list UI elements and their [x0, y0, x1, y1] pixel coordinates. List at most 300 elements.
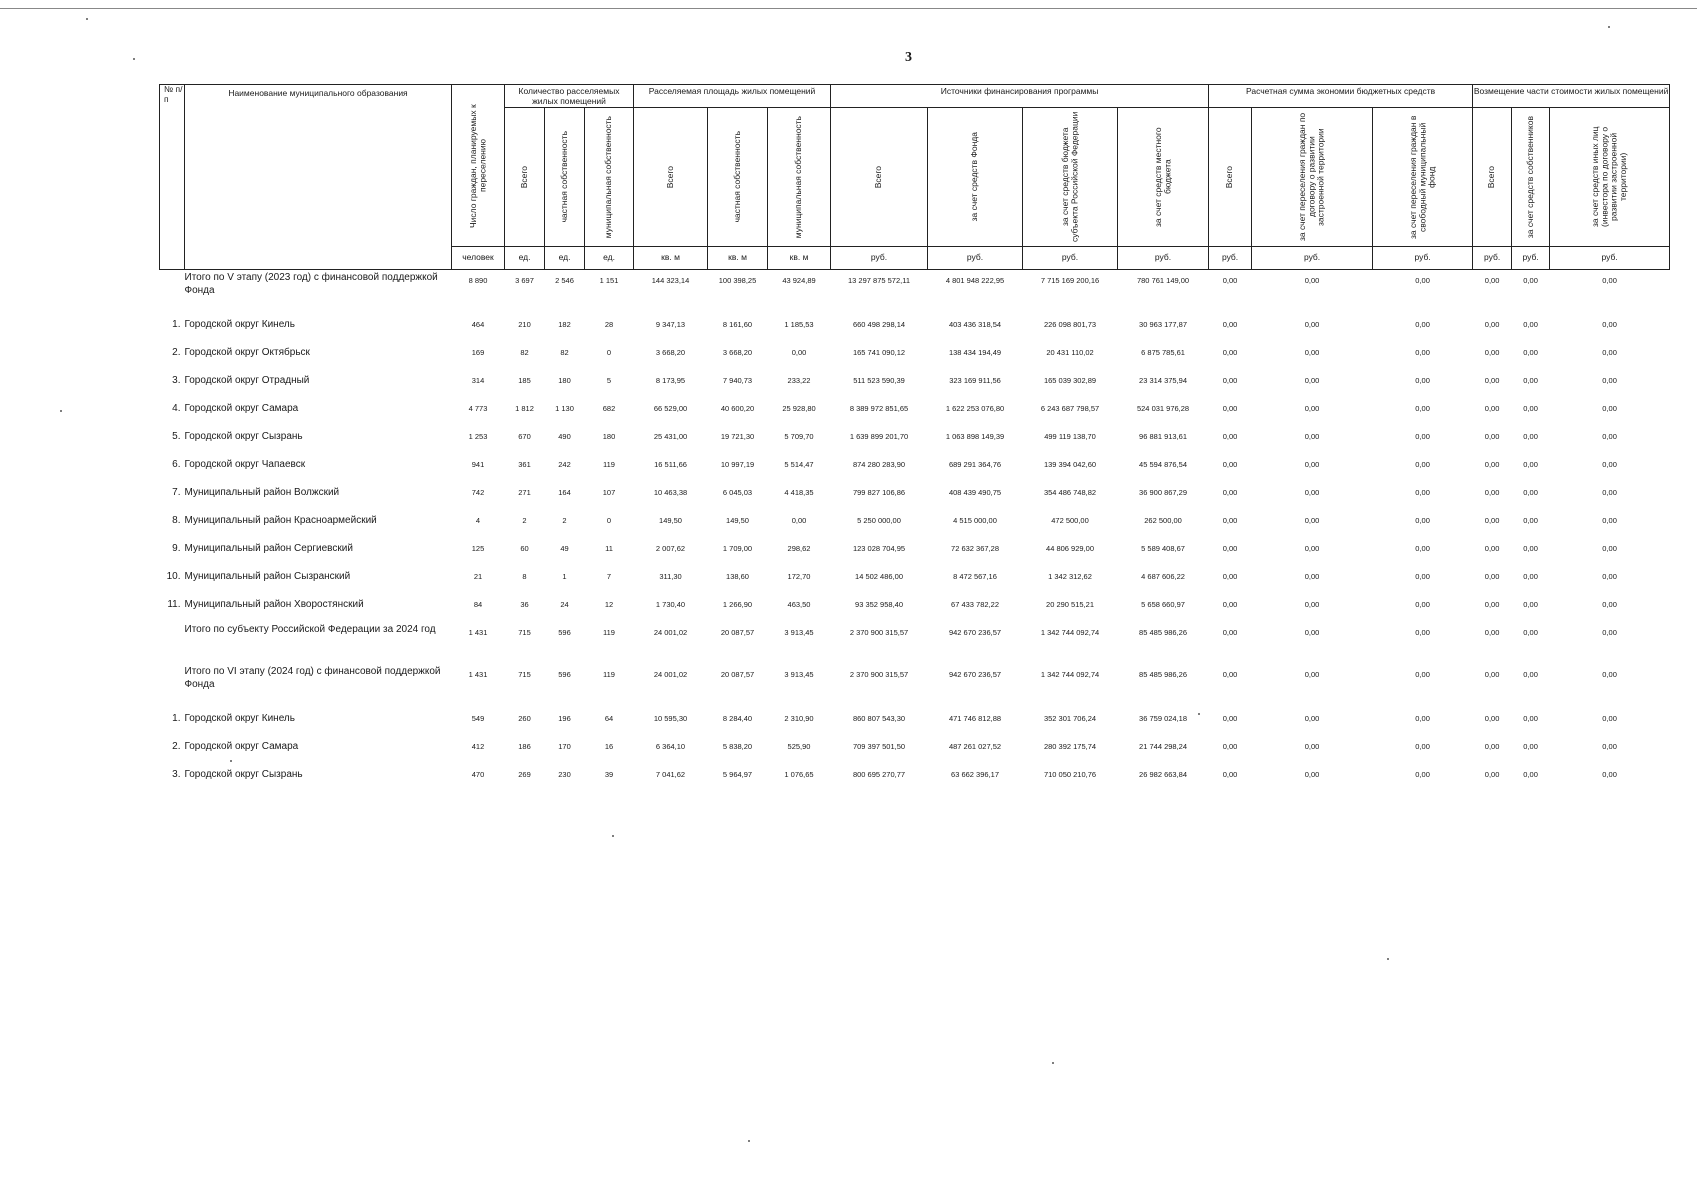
value-cell: 0,00	[1415, 516, 1430, 525]
value-cell: 1 076,65	[784, 770, 814, 779]
table-row	[160, 538, 1670, 566]
municipality-name: Городской округ Сызрань	[184, 769, 303, 780]
value-cell: 20 290 515,21	[1046, 600, 1094, 609]
unit-people: человек	[452, 247, 505, 270]
value-cell: 7	[606, 572, 612, 581]
header-funding-group: Источники финансирования программы	[831, 85, 1209, 108]
value-cell: 0,00	[1602, 276, 1617, 285]
value-cell: 36 759 024,18	[1139, 714, 1188, 723]
value-cell: 36	[520, 600, 529, 609]
value-cell: 1 639 899 201,70	[849, 432, 909, 441]
value-cell: 7 940,73	[722, 376, 753, 385]
value-cell: 12	[604, 600, 614, 609]
value-cell: 0,00	[1304, 376, 1320, 385]
value-cell: 1 431	[468, 628, 488, 637]
scan-speck	[1198, 713, 1200, 715]
value-cell: 0,00	[1222, 488, 1238, 497]
header-area-total: Всего	[634, 108, 708, 247]
value-cell: 0,00	[1304, 320, 1320, 329]
value-cell: 0,00	[1523, 714, 1538, 723]
unit-count: ед.	[545, 247, 585, 270]
total-row	[160, 622, 1670, 650]
row-number: 5.	[172, 431, 181, 442]
value-cell: 4 773	[468, 404, 488, 413]
value-cell: 0,00	[1484, 600, 1500, 609]
municipality-name: Итого по V этапу (2023 год) с финансовой поддержкой Фонда	[184, 272, 438, 296]
table-row	[160, 594, 1670, 622]
unit-rub: руб.	[831, 247, 928, 270]
value-cell: 464	[471, 320, 485, 329]
value-cell: 149,50	[726, 516, 749, 525]
value-cell: 800 695 270,77	[852, 770, 906, 779]
header-savings-free: за счет переселения граждан в свободный муниципальный фонд	[1373, 108, 1473, 247]
value-cell: 138 434 194,49	[948, 348, 1002, 357]
value-cell: 14 502 486,00	[855, 572, 903, 581]
value-cell: 26 982 663,84	[1139, 770, 1188, 779]
table-row	[160, 736, 1670, 764]
table-row	[160, 764, 1670, 792]
resettlement-table	[159, 84, 1670, 792]
value-cell: 0,00	[1602, 670, 1617, 679]
value-cell: 0,00	[1523, 544, 1538, 553]
value-cell: 0,00	[1484, 460, 1500, 469]
value-cell: 0,00	[1304, 544, 1320, 553]
municipality-name: Городской округ Чапаевск	[184, 459, 306, 470]
table-row	[160, 426, 1670, 454]
value-cell: 182	[558, 320, 571, 329]
value-cell: 5 514,47	[784, 460, 814, 469]
value-cell: 13 297 875 572,11	[848, 276, 911, 285]
value-cell: 93 352 958,40	[855, 600, 903, 609]
table-row	[160, 370, 1670, 398]
value-cell: 1 266,90	[722, 600, 753, 609]
value-cell: 39	[604, 770, 614, 779]
value-cell: 0,00	[1484, 276, 1500, 285]
value-cell: 0,00	[791, 348, 807, 357]
value-cell: 5 709,70	[784, 432, 814, 441]
value-cell: 0	[606, 516, 612, 525]
value-cell: 6 364,10	[655, 742, 686, 751]
value-cell: 799 827 106,86	[852, 488, 906, 497]
scan-speck	[133, 58, 135, 60]
value-cell: 0,00	[1523, 432, 1538, 441]
header-funding-fund: за счет средств Фонда	[928, 108, 1023, 247]
scan-speck	[612, 835, 614, 837]
value-cell: 96 881 913,61	[1139, 432, 1188, 441]
value-cell: 149,50	[659, 516, 682, 525]
value-cell: 0,00	[1415, 432, 1430, 441]
value-cell: 1 130	[555, 404, 574, 413]
value-cell: 280 392 175,74	[1043, 742, 1097, 751]
value-cell: 269	[518, 770, 531, 779]
row-number: 8.	[172, 515, 181, 526]
value-cell: 354 486 748,82	[1043, 488, 1097, 497]
value-cell: 780 761 149,00	[1136, 276, 1190, 285]
value-cell: 0,00	[1222, 516, 1238, 525]
value-cell: 9 347,13	[655, 320, 686, 329]
value-cell: 0,00	[1222, 460, 1238, 469]
value-cell: 40 600,20	[720, 404, 755, 413]
value-cell: 210	[518, 320, 531, 329]
value-cell: 0,00	[1602, 600, 1617, 609]
value-cell: 82	[560, 348, 569, 357]
row-number	[160, 270, 185, 315]
value-cell: 470	[471, 770, 485, 779]
value-cell: 0,00	[1484, 488, 1500, 497]
value-cell: 1 709,00	[722, 544, 753, 553]
value-cell: 311,30	[659, 572, 682, 581]
value-cell: 0,00	[1602, 770, 1617, 779]
header-savings-total: Всего	[1209, 108, 1252, 247]
value-cell: 2	[562, 516, 567, 525]
table-body	[160, 270, 1670, 793]
value-cell: 125	[471, 544, 485, 553]
header-name: Наименование муниципального образования	[185, 85, 452, 270]
value-cell: 0,00	[1415, 320, 1430, 329]
value-cell: 524 031 976,28	[1136, 404, 1190, 413]
value-cell: 0,00	[1523, 376, 1538, 385]
value-cell: 63 662 396,17	[951, 770, 999, 779]
top-scan-edge	[0, 8, 1697, 9]
row-number: 9.	[172, 543, 181, 554]
value-cell: 0,00	[1602, 432, 1617, 441]
value-cell: 4 418,35	[784, 488, 814, 497]
value-cell: 36 900 867,29	[1139, 488, 1188, 497]
value-cell: 8 890	[468, 276, 488, 285]
value-cell: 0,00	[1484, 670, 1500, 679]
row-number: 3.	[172, 769, 181, 780]
value-cell: 549	[471, 714, 485, 723]
value-cell: 0,00	[1602, 516, 1617, 525]
unit-rub: руб.	[928, 247, 1023, 270]
value-cell: 170	[558, 742, 571, 751]
value-cell: 2 370 900 315,57	[849, 628, 909, 637]
scan-speck	[1608, 26, 1610, 28]
value-cell: 660 498 298,14	[852, 320, 906, 329]
value-cell: 85 485 986,26	[1139, 670, 1188, 679]
value-cell: 119	[603, 460, 615, 469]
header-count-private: частная собственность	[545, 108, 585, 247]
value-cell: 0,00	[1523, 600, 1538, 609]
value-cell: 123 028 704,95	[852, 544, 906, 553]
value-cell: 0,00	[1304, 572, 1320, 581]
value-cell: 20 087,57	[720, 628, 755, 637]
value-cell: 0,00	[1415, 460, 1430, 469]
value-cell: 709 397 501,50	[852, 742, 906, 751]
row-number: 1.	[172, 713, 181, 724]
value-cell: 0,00	[1523, 516, 1538, 525]
value-cell: 180	[602, 432, 616, 441]
value-cell: 0,00	[1415, 572, 1430, 581]
header-funding-subject: за счет средств бюджета субъекта Российской Федерации	[1023, 108, 1118, 247]
spacer-row	[160, 650, 1670, 664]
value-cell: 0,00	[1222, 320, 1238, 329]
header-funding-local: за счет средств местного бюджета	[1118, 108, 1209, 247]
value-cell: 1 431	[468, 670, 488, 679]
value-cell: 10 463,38	[653, 488, 688, 497]
value-cell: 0,00	[1484, 376, 1500, 385]
value-cell: 4 515 000,00	[953, 516, 997, 525]
row-number	[160, 664, 185, 708]
value-cell: 0,00	[1523, 742, 1538, 751]
value-cell: 314	[471, 376, 485, 385]
value-cell: 107	[602, 488, 616, 497]
value-cell: 1 342 744 092,74	[1040, 670, 1100, 679]
value-cell: 0,00	[1602, 488, 1617, 497]
header-area-municipal: муниципальная собственность	[768, 108, 831, 247]
value-cell: 0,00	[1415, 670, 1430, 679]
table-row	[160, 482, 1670, 510]
value-cell: 21 744 298,24	[1139, 742, 1188, 751]
value-cell: 0,00	[1484, 714, 1500, 723]
value-cell: 1	[562, 572, 567, 581]
value-cell: 0,00	[1304, 460, 1320, 469]
header-funding-total: Всего	[831, 108, 928, 247]
value-cell: 226 098 801,73	[1043, 320, 1097, 329]
value-cell: 323 169 911,56	[949, 376, 1001, 385]
value-cell: 2 546	[555, 276, 574, 285]
value-cell: 742	[471, 488, 485, 497]
value-cell: 3 913,45	[784, 670, 814, 679]
value-cell: 0,00	[791, 516, 807, 525]
value-cell: 0,00	[1523, 572, 1538, 581]
value-cell: 7 715 169 200,16	[1040, 276, 1100, 285]
value-cell: 139 394 042,60	[1043, 460, 1097, 469]
value-cell: 715	[518, 670, 531, 679]
value-cell: 2	[522, 516, 527, 525]
value-cell: 0,00	[1523, 670, 1538, 679]
value-cell: 525,90	[787, 742, 811, 751]
value-cell: 0,00	[1523, 276, 1538, 285]
header-count-group: Количество расселяемых жилых помещений	[505, 85, 634, 108]
unit-rub: руб.	[1209, 247, 1252, 270]
header-count-municipal: муниципальная собственность	[585, 108, 634, 247]
value-cell: 11	[605, 544, 613, 553]
value-cell: 23 314 375,94	[1139, 376, 1188, 385]
scan-speck	[1387, 958, 1389, 960]
value-cell: 1 622 253 076,80	[945, 404, 1005, 413]
value-cell: 5 589 408,67	[1141, 544, 1185, 553]
value-cell: 0,00	[1484, 348, 1500, 357]
value-cell: 0,00	[1222, 432, 1238, 441]
table-row	[160, 342, 1670, 370]
value-cell: 0,00	[1523, 404, 1538, 413]
unit-rub: руб.	[1023, 247, 1118, 270]
value-cell: 2 310,90	[784, 714, 814, 723]
value-cell: 715	[518, 628, 531, 637]
table-row	[160, 510, 1670, 538]
value-cell: 0,00	[1602, 544, 1617, 553]
value-cell: 8 284,40	[722, 714, 753, 723]
value-cell: 0,00	[1484, 770, 1500, 779]
municipality-name: Муниципальный район Сызранский	[184, 571, 351, 582]
value-cell: 16	[604, 742, 614, 751]
table-row	[160, 454, 1670, 482]
value-cell: 6 243 687 798,57	[1040, 404, 1100, 413]
value-cell: 0,00	[1484, 628, 1500, 637]
unit-rub: руб.	[1473, 247, 1512, 270]
value-cell: 0,00	[1484, 432, 1500, 441]
value-cell: 10 595,30	[653, 714, 688, 723]
value-cell: 0,00	[1415, 404, 1430, 413]
value-cell: 8 389 972 851,65	[849, 404, 909, 413]
value-cell: 4	[475, 516, 481, 525]
value-cell: 24 001,02	[653, 628, 688, 637]
value-cell: 0,00	[1523, 770, 1538, 779]
value-cell: 0,00	[1304, 516, 1320, 525]
municipality-name: Городской округ Кинель	[184, 319, 295, 330]
value-cell: 20 431 110,02	[1046, 348, 1094, 357]
row-number: 7.	[172, 487, 181, 498]
page-number: 3	[905, 50, 912, 65]
header-comp-others: за счет средств иных лиц (инвестора по договору о развитии застроенной территории)	[1550, 108, 1670, 247]
value-cell: 5 250 000,00	[857, 516, 901, 525]
value-cell: 1 342 744 092,74	[1040, 628, 1100, 637]
value-cell: 0,00	[1222, 742, 1238, 751]
table-row	[160, 566, 1670, 594]
municipality-name: Городской округ Самара	[184, 741, 299, 752]
value-cell: 412	[471, 742, 485, 751]
value-cell: 0,00	[1415, 276, 1430, 285]
value-cell: 0,00	[1222, 348, 1238, 357]
table-row	[160, 314, 1670, 342]
municipality-name: Городской округ Октябрьск	[184, 347, 310, 358]
value-cell: 0,00	[1484, 404, 1500, 413]
value-cell: 689 291 364,76	[948, 460, 1002, 469]
value-cell: 0,00	[1602, 376, 1617, 385]
value-cell: 1 812	[515, 404, 534, 413]
value-cell: 1 253	[468, 432, 488, 441]
value-cell: 66 529,00	[653, 404, 688, 413]
value-cell: 874 280 283,90	[852, 460, 906, 469]
value-cell: 233,22	[787, 376, 811, 385]
value-cell: 0,00	[1602, 628, 1617, 637]
header-savings-group: Расчетная сумма экономии бюджетных средств	[1209, 85, 1473, 108]
value-cell: 64	[604, 714, 614, 723]
value-cell: 490	[558, 432, 571, 441]
value-cell: 0,00	[1304, 770, 1320, 779]
value-cell: 230	[558, 770, 571, 779]
value-cell: 43 924,89	[782, 276, 816, 285]
header-people: Число граждан, планируемых к переселению	[452, 85, 505, 247]
value-cell: 0,00	[1415, 600, 1430, 609]
value-cell: 8 173,95	[655, 376, 686, 385]
value-cell: 0,00	[1222, 600, 1238, 609]
value-cell: 0,00	[1222, 544, 1238, 553]
value-cell: 0,00	[1222, 628, 1238, 637]
value-cell: 5 964,97	[722, 770, 753, 779]
municipality-name: Городской округ Отрадный	[184, 375, 310, 386]
value-cell: 262 500,00	[1144, 516, 1182, 525]
unit-rub: руб.	[1118, 247, 1209, 270]
value-cell: 260	[518, 714, 531, 723]
value-cell: 361	[518, 460, 531, 469]
value-cell: 8 472 567,16	[953, 572, 997, 581]
scan-speck	[86, 18, 88, 20]
value-cell: 180	[558, 376, 571, 385]
value-cell: 82	[520, 348, 529, 357]
value-cell: 0,00	[1304, 432, 1320, 441]
value-cell: 511 523 590,39	[853, 376, 905, 385]
value-cell: 0,00	[1222, 714, 1238, 723]
scan-speck	[60, 410, 62, 412]
value-cell: 472 500,00	[1051, 516, 1089, 525]
value-cell: 3 913,45	[784, 628, 814, 637]
value-cell: 0,00	[1222, 404, 1238, 413]
value-cell: 0,00	[1602, 348, 1617, 357]
value-cell: 2 007,62	[655, 544, 686, 553]
unit-rub: руб.	[1252, 247, 1373, 270]
value-cell: 941	[471, 460, 485, 469]
value-cell: 0	[606, 348, 612, 357]
value-cell: 0,00	[1304, 600, 1320, 609]
value-cell: 0,00	[1415, 544, 1430, 553]
value-cell: 8 161,60	[722, 320, 753, 329]
value-cell: 942 670 236,57	[948, 670, 1002, 679]
scan-speck	[1052, 1062, 1054, 1064]
value-cell: 242	[558, 460, 571, 469]
value-cell: 6 875 785,61	[1141, 348, 1185, 357]
unit-rub: руб.	[1550, 247, 1670, 270]
total-row	[160, 664, 1670, 708]
value-cell: 0,00	[1415, 714, 1430, 723]
unit-count: ед.	[585, 247, 634, 270]
value-cell: 0,00	[1304, 670, 1320, 679]
value-cell: 0,00	[1304, 628, 1320, 637]
value-cell: 10 997,19	[720, 460, 755, 469]
value-cell: 0,00	[1304, 348, 1320, 357]
value-cell: 487 261 027,52	[948, 742, 1002, 751]
value-cell: 352 301 706,24	[1043, 714, 1097, 723]
value-cell: 21	[473, 572, 483, 581]
value-cell: 860 807 543,30	[852, 714, 906, 723]
value-cell: 165 741 090,12	[852, 348, 906, 357]
header-no: № п/п	[160, 85, 185, 270]
row-number: 2.	[172, 347, 181, 358]
row-number: 6.	[172, 459, 181, 470]
value-cell: 0,00	[1602, 572, 1617, 581]
value-cell: 0,00	[1415, 742, 1430, 751]
municipality-name: Городской округ Сызрань	[184, 431, 303, 442]
value-cell: 499 119 138,70	[1044, 432, 1096, 441]
value-cell: 0,00	[1484, 516, 1500, 525]
value-cell: 471 746 812,88	[948, 714, 1002, 723]
value-cell: 0,00	[1523, 348, 1538, 357]
value-cell: 0,00	[1304, 714, 1320, 723]
value-cell: 19 721,30	[720, 432, 755, 441]
value-cell: 271	[518, 488, 531, 497]
unit-rub: руб.	[1512, 247, 1550, 270]
value-cell: 169	[471, 348, 485, 357]
unit-area: кв. м	[768, 247, 831, 270]
value-cell: 4 801 948 222,95	[945, 276, 1005, 285]
value-cell: 28	[604, 320, 614, 329]
municipality-name: Муниципальный район Волжский	[184, 487, 340, 498]
municipality-name: Итого по VI этапу (2024 год) с финансовой поддержкой Фонда	[184, 666, 441, 690]
value-cell: 100 398,25	[718, 276, 757, 285]
value-cell: 138,60	[726, 572, 749, 581]
value-cell: 24	[560, 600, 569, 609]
value-cell: 596	[558, 670, 571, 679]
value-cell: 5	[606, 376, 612, 385]
value-cell: 0,00	[1222, 670, 1238, 679]
value-cell: 16 511,66	[654, 460, 687, 469]
scan-speck	[748, 1140, 750, 1142]
row-number: 4.	[172, 403, 181, 414]
value-cell: 408 439 490,75	[948, 488, 1002, 497]
value-cell: 0,00	[1602, 320, 1617, 329]
value-cell: 298,62	[787, 544, 811, 553]
